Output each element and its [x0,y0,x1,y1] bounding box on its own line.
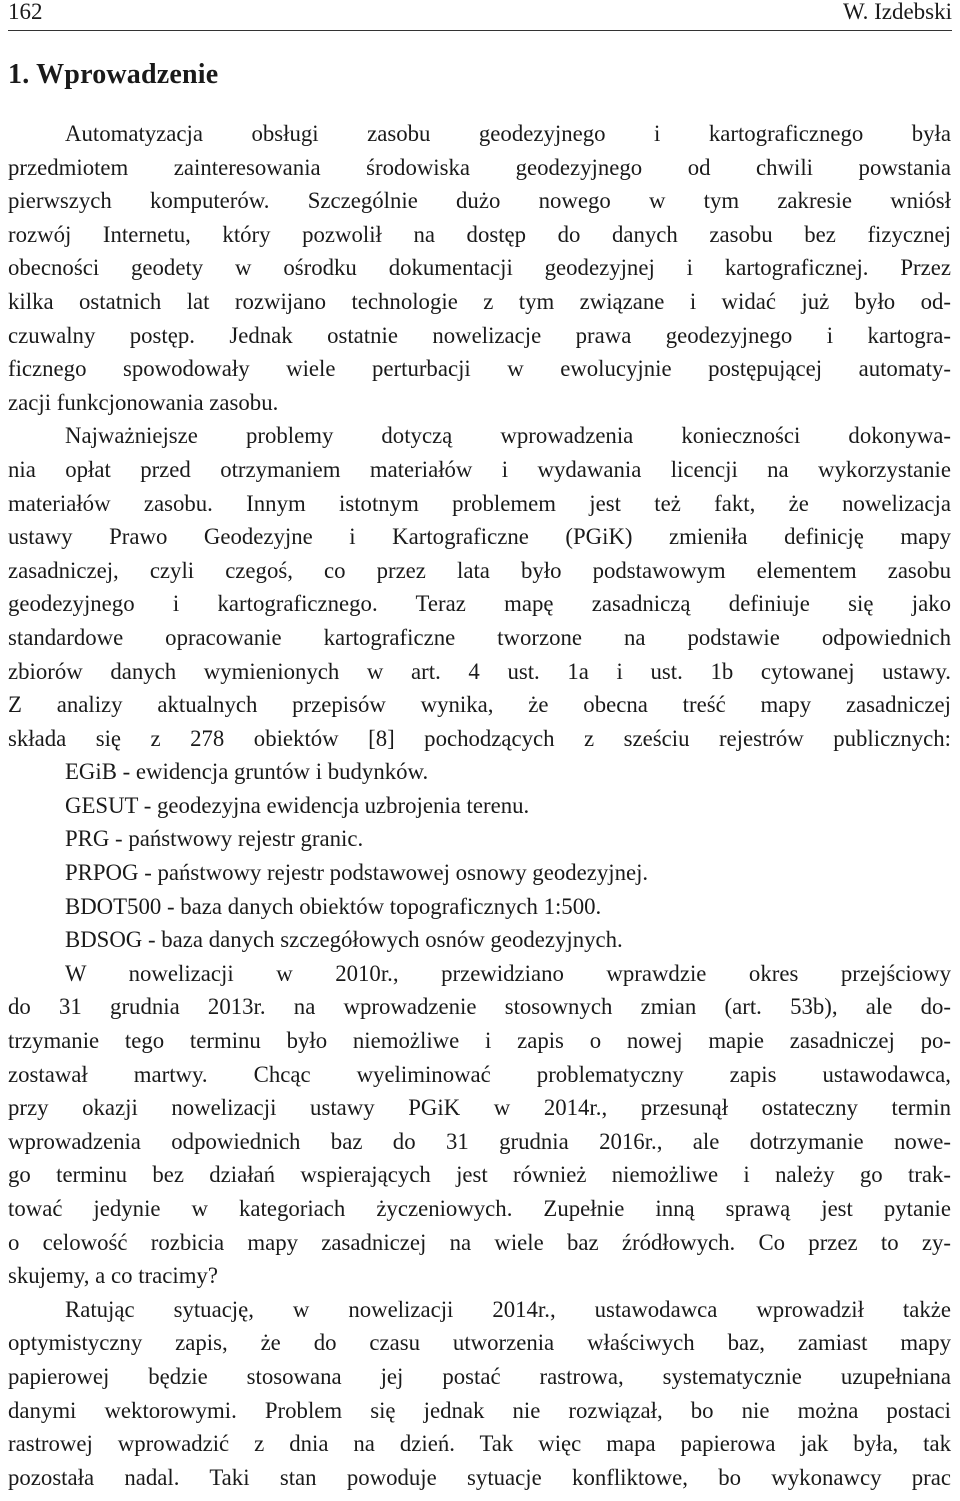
list-item: GESUT - geodezyjna ewidencja uzbrojenia terenu. [65,792,530,818]
text-line: wprowadzenia odpowiednich baz do 31 grudnia 2016r., ale dotrzymanie nowe- [8,1128,951,1154]
text-line: zostawał martwy. Chcąc wyeliminować problematyczny zapis ustawodawca, [8,1061,951,1087]
page-number: 162 [8,0,43,24]
text-line: pierwszych komputerów. Szczególnie dużo nowego w tym zakresie wniósł [8,188,951,214]
text-line: przedmiotem zainteresowania środowiska geodezyjnego od chwili powstania [8,154,951,180]
list-item: BDOT500 - baza danych obiektów topograficznych 1:500. [65,893,602,919]
text-line: trzymanie tego terminu było niemożliwe i zapis o nowej mapie zasadniczej po- [8,1028,951,1054]
list-item: PRPOG - państwowy rejestr podstawowej osnowy geodezyjnej. [65,860,649,886]
text-line: Najważniejsze problemy dotyczą wprowadzenia konieczności dokonywa- [65,423,951,449]
text-line: materiałów zasobu. Innym istotnym problemem jest też fakt, że nowelizacja [8,490,951,516]
body-text [8,117,951,1494]
text-line: czuwalny postęp. Jednak ostatnie nowelizacje prawa geodezyjnego i kartogra- [8,322,951,348]
text-line: danymi wektorowymi. Problem się jednak nie rozwiązał, bo nie można postaci [8,1397,951,1423]
text-line: skujemy, a co tracimy? [8,1263,218,1289]
text-line: W nowelizacji w 2010r., przewidziano wprawdzie okres przejściowy [65,960,951,986]
page-header [8,0,952,31]
text-line: zbiorów danych wymienionych w art. 4 ust. 1a i ust. 1b cytowanej ustawy. [8,658,951,684]
text-line: do 31 grudnia 2013r. na wprowadzenie stosownych zmian (art. 53b), ale do- [8,994,951,1020]
text-line: Automatyzacja obsługi zasobu geodezyjnego i kartograficznego była [65,121,951,146]
running-author: W. Izdebski [842,0,952,24]
text-line: standardowe opracowanie kartograficzne tworzone na podstawie odpowiednich [8,624,951,650]
text-line: optymistyczny zapis, że do czasu utworzenia właściwych baz, zamiast mapy [8,1330,951,1356]
text-line: ficznego spowodowały wiele perturbacji w ewolucyjnie postępującej automaty- [8,356,951,382]
section-title: 1. Wprowadzenie [8,59,219,90]
text-line: pozostała nadal. Taki stan powoduje sytuacje konfliktowe, bo wykonawcy prac [8,1464,951,1490]
text-line: Z analizy aktualnych przepisów wynika, że obecna treść mapy zasadniczej [8,692,951,718]
list-item: PRG - państwowy rejestr granic. [65,826,364,852]
text-line: Ratując sytuację, w nowelizacji 2014r., ustawodawca wprowadził także [65,1296,951,1322]
text-line: obecności geodety w ośrodku dokumentacji geodezyjnej i kartograficznej. Przez [8,255,951,281]
text-line: geodezyjnego i kartograficznego. Teraz mapę zasadniczą definiuje się jako [8,591,951,617]
text-line: nia opłat przed otrzymaniem materiałów i wydawania licencji na wykorzystanie [8,456,951,482]
text-line: rozwój Internetu, który pozwolił na dostęp do danych zasobu bez fizycznej [8,221,951,247]
text-line: papierowej będzie stosowana jej postać rastrowa, systematycznie uzupełniana [8,1363,951,1389]
text-line: zacji funkcjonowania zasobu. [8,389,279,415]
text-line: przy okazji nowelizacji ustawy PGiK w 2014r., przesunął ostateczny termin [8,1095,951,1121]
text-line: tować jedynie w kategoriach życzeniowych. Zupełnie inną sprawą jest pytanie [8,1196,951,1221]
text-line: ustawy Prawo Geodezyjne i Kartograficzne (PGiK) zmieniła definicję mapy [8,524,951,550]
text-line: składa się z 278 obiektów [8] pochodzących z sześciu rejestrów publicznych: [8,725,951,751]
text-line: go terminu bez działań wspierających jest również niemożliwe i należy go trak- [8,1162,951,1188]
list-item: EGiB - ewidencja gruntów i budynków. [65,759,429,785]
text-line: o celowość rozbicia mapy zasadniczej na wiele baz źródłowych. Co przez to zy- [8,1229,951,1255]
text-line: kilka ostatnich lat rozwijano technologie z tym związane i widać już było od- [8,288,951,314]
list-item: BDSOG - baza danych szczegółowych osnów geodezyjnych. [65,927,623,953]
text-line: zasadniczej, czyli czegoś, co przez lata było podstawowym elementem zasobu [8,557,951,583]
text-line: rastrowej wprowadzić z dnia na dzień. Tak więc mapa papierowa jak była, tak [8,1431,951,1457]
